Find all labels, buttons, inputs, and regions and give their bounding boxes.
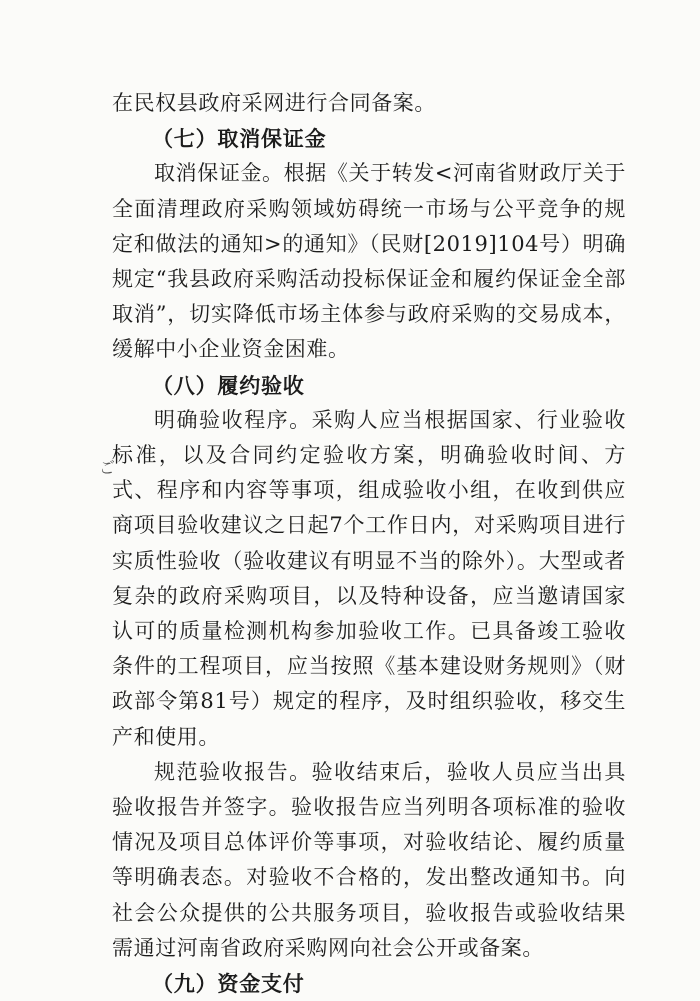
paragraph-cancel-deposit: 取消保证金。根据《关于转发<河南省财政厅关于全面清理政府采购领域妨碍统一市场与公平竞争的规定和做法的通知>的通知》（民财[2019]104号）明确规定“我县政府采购活动投标保证金和履约保证金全部取消”，切实降低市场主体参与政府采购的交易成本，缓解中小企业资金困难。: [112, 161, 626, 362]
section-heading-8: （八）履约验收: [152, 372, 305, 398]
paragraph-acceptance-procedure: 明确验收程序。采购人应当根据国家、行业验收标准，以及合同约定验收方案，明确验收时间、方式、程序和内容等事项，组成验收小组，在收到供应商项目验收建议之日起7个工作日内，对采购项目进行实质性验收（验收建议有明显不当的除外）。大型或者复杂的政府采购项目，以及特种设备，应当邀请国家认可的质量检测机构参加验收工作。已具备竣工验收条件的工程项目，应当按照《基本建设财务规则》（财政部令第81号）规定的程序，及时组织验收，移交生产和使用。: [112, 407, 626, 749]
paragraph-acceptance-report: 规范验收报告。验收结束后，验收人员应当出具验收报告并签字。验收报告应当列明各项标准的验收情况及项目总体评价等事项，对验收结论、履约质量等明确表态。对验收不合格的，发出整改通知书。向社会公众提供的公共服务项目，验收报告或验收结果需通过河南省政府采购网向社会公开或备案。: [112, 759, 626, 960]
margin-scan-mark: ご: [99, 458, 116, 477]
section-heading-7: （七）取消保证金: [152, 126, 327, 152]
paragraph-contract-filing: 在民权县政府采网进行合同备案。: [112, 91, 436, 115]
section-heading-9: （九）资金支付: [152, 971, 305, 997]
